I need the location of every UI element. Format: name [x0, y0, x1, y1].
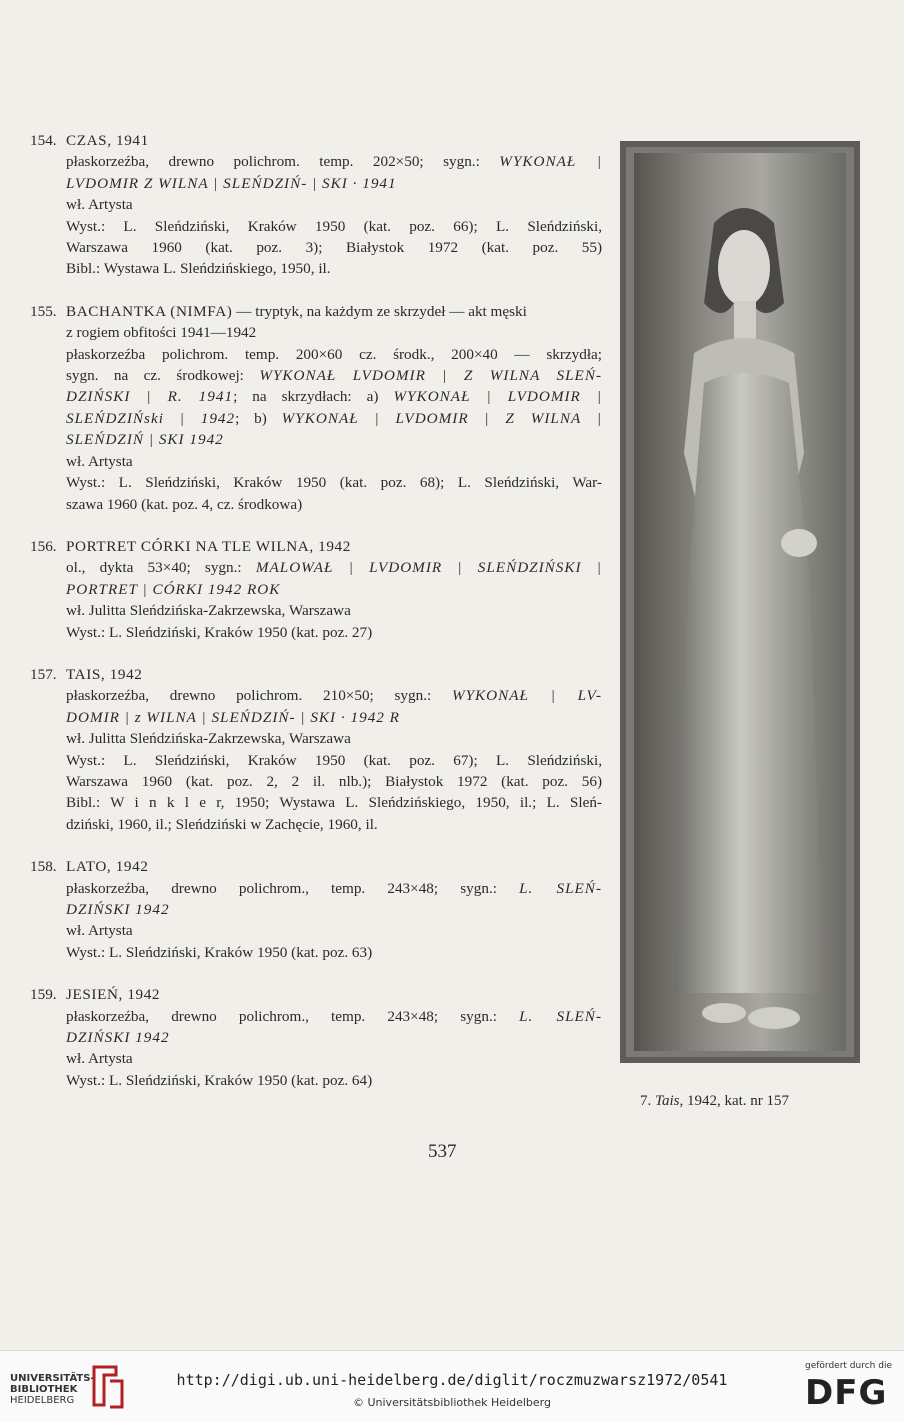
- entry-line: [66, 1027, 602, 1048]
- entry-line: [66, 878, 602, 899]
- permalink-url[interactable]: http://digi.ub.uni-heidelberg.de/diglit/roczmuzwarsz1972/0541: [176, 1371, 728, 1389]
- entry-line: [66, 622, 602, 643]
- entry-number: 156.: [30, 537, 57, 555]
- signature-text: DOMIR | z WILNA | SLEŃDZIŃ- | SKI · 1942 R: [66, 708, 400, 726]
- entry-line: [66, 408, 602, 429]
- copyright-text: © Universitätsbibliothek Heidelberg: [352, 1396, 551, 1409]
- catalog-entry: [30, 130, 602, 280]
- entry-line: [66, 429, 602, 450]
- signature-text: WYKONAŁ | LVDOMIR | Z WILNA |: [281, 409, 602, 427]
- entry-body: [66, 664, 602, 835]
- entry-text: Wyst.: L. Sleńdziński, Kraków 1950 (kat. poz. 63): [66, 943, 373, 961]
- entry-text: wł. Artysta: [66, 1050, 133, 1068]
- signature-text: DZIŃSKI 1942: [66, 1029, 170, 1047]
- library-line-2: BIBLIOTHEK: [10, 1384, 78, 1395]
- entry-line: [66, 151, 602, 172]
- caption-rest: , 1942, kat. nr 157: [679, 1093, 790, 1109]
- entry-text: Warszawa 1960 (kat. poz. 3); Białystok 1972 (kat. poz. 55): [66, 239, 602, 257]
- entry-line: [66, 814, 602, 835]
- signature-text: SLEŃDZIŃski | 1942: [66, 409, 236, 427]
- dfg-logo: DFG: [805, 1373, 888, 1413]
- entry-line: [66, 365, 602, 386]
- entry-text: Wyst.: L. Sleńdziński, Kraków 1950 (kat. poz. 64): [66, 1071, 373, 1089]
- entry-line: [66, 942, 602, 963]
- signature-text: SLEŃDZIŃ | SKI 1942: [66, 431, 224, 449]
- entry-text: Wyst.: L. Sleńdziński, Kraków 1950 (kat. poz. 27): [66, 623, 373, 641]
- sculpture-photo: [620, 141, 860, 1063]
- entry-line: [66, 130, 602, 151]
- entry-number: 155.: [30, 302, 57, 320]
- signature-text: DZIŃSKI 1942: [66, 901, 170, 918]
- entry-line: [66, 920, 602, 941]
- entry-body: [66, 536, 602, 643]
- entry-line: [66, 451, 602, 472]
- entry-line: [66, 344, 602, 365]
- entry-text: płaskorzeźba, drewno polichrom., temp. 243×48; sygn.:: [66, 1007, 520, 1025]
- figure-caption: [640, 1093, 789, 1110]
- entry-line: [66, 301, 602, 322]
- entry-title: JESIEŃ, 1942: [66, 986, 161, 1004]
- entry-line: [66, 557, 602, 578]
- catalog-entry: [30, 536, 602, 643]
- caption-title: Tais: [655, 1093, 680, 1109]
- entry-title: PORTRET CÓRKI NA TLE WILNA, 1942: [66, 537, 351, 555]
- entry-line: [66, 472, 602, 493]
- footer-bar: [0, 1350, 904, 1422]
- entry-line: [66, 322, 602, 343]
- entry-line: [66, 664, 602, 685]
- signature-text: WYKONAŁ | LVDOMIR |: [393, 388, 602, 406]
- entry-text: wł. Julitta Sleńdzińska-Zakrzewska, Warszawa: [66, 602, 351, 620]
- entry-line: [66, 173, 602, 194]
- entry-text: wł. Julitta Sleńdzińska-Zakrzewska, Warszawa: [66, 730, 351, 748]
- signature-text: WYKONAŁ |: [499, 153, 602, 171]
- entry-text: ol., dykta 53×40; sygn.:: [66, 559, 256, 577]
- entry-line: [66, 1048, 602, 1069]
- entry-title: LATO, 1942: [66, 858, 149, 876]
- entry-text: płaskorzeźba polichrom. temp. 200×60 cz. środk., 200×40 — skrzydła;: [66, 345, 602, 363]
- entry-title: BACHANTKA (NIMFA): [66, 302, 233, 320]
- entry-line: [66, 494, 602, 515]
- entry-line: [66, 984, 602, 1005]
- signature-text: DZIŃSKI | R. 1941: [66, 388, 234, 406]
- entry-text: Bibl.: Wystawa L. Sleńdzińskiego, 1950, il.: [66, 260, 331, 278]
- entry-line: [66, 1070, 602, 1091]
- entry-line: [66, 750, 602, 771]
- entry-line: [66, 536, 602, 557]
- funding-note: gefördert durch die: [805, 1361, 892, 1371]
- entry-line: [66, 216, 602, 237]
- signature-text: L. SLEŃ-: [519, 879, 602, 897]
- entry-line: [66, 237, 602, 258]
- entry-text: dziński, 1960, il.; Sleńdziński w Zachęcie, 1960, il.: [66, 815, 378, 833]
- entry-number: 154.: [30, 132, 57, 149]
- catalog-entry: [30, 664, 602, 835]
- entry-line: [66, 685, 602, 706]
- entry-title: CZAS, 1941: [66, 132, 149, 149]
- signature-text: WYKONAŁ | LV-: [451, 687, 602, 705]
- entry-text: Wyst.: L. Sleńdziński, Kraków 1950 (kat. poz. 67); L. Sleńdziński,: [66, 751, 602, 769]
- entry-text: wł. Artysta: [66, 196, 133, 214]
- entry-text: sygn. na cz. środkowej:: [66, 367, 260, 385]
- entry-text: — tryptyk, na każdym ze skrzydeł — akt męski: [232, 302, 527, 320]
- catalog-entry: [30, 301, 602, 515]
- entry-text: płaskorzeźba, drewno polichrom. temp. 202×50; sygn.:: [66, 153, 500, 171]
- entry-line: [66, 707, 602, 728]
- entry-text: Bibl.: W i n k l e r, 1950; Wystawa L. Sleńdzińskiego, 1950, il.; L. Sleń-: [66, 794, 602, 812]
- entry-line: [66, 1006, 602, 1027]
- entry-title: TAIS, 1942: [66, 665, 143, 683]
- signature-text: WYKONAŁ LVDOMIR | Z WILNA SLEŃ-: [259, 367, 602, 385]
- entry-text: Warszawa 1960 (kat. poz. 2, 2 il. nlb.); Białystok 1972 (kat. poz. 56): [66, 772, 602, 790]
- entry-line: [66, 856, 602, 877]
- library-line-3: HEIDELBERG: [10, 1395, 75, 1406]
- entry-number: 158.: [30, 858, 57, 876]
- page-number: 537: [428, 1141, 457, 1162]
- entry-line: [66, 771, 602, 792]
- entry-text: z rogiem obfitości 1941—1942: [66, 324, 257, 342]
- entry-line: [66, 899, 602, 920]
- signature-text: L. SLEŃ-: [519, 1007, 602, 1025]
- tais-figure-illustration: [634, 153, 846, 1051]
- signature-text: PORTRET | CÓRKI 1942 ROK: [66, 580, 281, 598]
- entry-text: szawa 1960 (kat. poz. 4, cz. środkowa): [66, 495, 303, 513]
- entry-line: [66, 386, 602, 407]
- entry-number: 159.: [30, 986, 57, 1004]
- entry-body: [66, 301, 602, 515]
- entry-line: [66, 579, 602, 600]
- entry-line: [66, 194, 602, 215]
- entry-text: ; b): [235, 409, 282, 427]
- entry-line: [66, 792, 602, 813]
- entry-text: Wyst.: L. Sleńdziński, Kraków 1950 (kat. poz. 66); L. Sleńdziński,: [66, 217, 602, 235]
- library-line-1: UNIVERSITÄTS-: [10, 1373, 95, 1384]
- entry-body: [66, 984, 602, 1091]
- entry-text: płaskorzeźba, drewno polichrom. 210×50; sygn.:: [66, 687, 452, 705]
- signature-text: LVDOMIR Z WILNA | SLEŃDZIŃ- | SKI · 1941: [66, 174, 397, 192]
- entry-text: wł. Artysta: [66, 922, 133, 940]
- entry-line: [66, 600, 602, 621]
- catalog-entry: [30, 856, 602, 963]
- catalog-entries: [30, 130, 602, 1112]
- entry-number: 157.: [30, 665, 57, 683]
- entry-text: ; na skrzydłach: a): [233, 388, 394, 406]
- caption-number: 7.: [640, 1093, 652, 1109]
- entry-text: płaskorzeźba, drewno polichrom., temp. 243×48; sygn.:: [66, 879, 520, 897]
- entry-body: [66, 130, 602, 280]
- entry-line: [66, 258, 602, 279]
- signature-text: MALOWAŁ | LVDOMIR | SLEŃDZIŃSKI |: [255, 559, 602, 577]
- catalog-entry: [30, 984, 602, 1091]
- entry-line: [66, 728, 602, 749]
- entry-text: wł. Artysta: [66, 452, 133, 470]
- entry-body: [66, 856, 602, 963]
- entry-text: Wyst.: L. Sleńdziński, Kraków 1950 (kat. poz. 68); L. Sleńdziński, War-: [66, 474, 602, 492]
- relief-panel: [634, 153, 846, 1051]
